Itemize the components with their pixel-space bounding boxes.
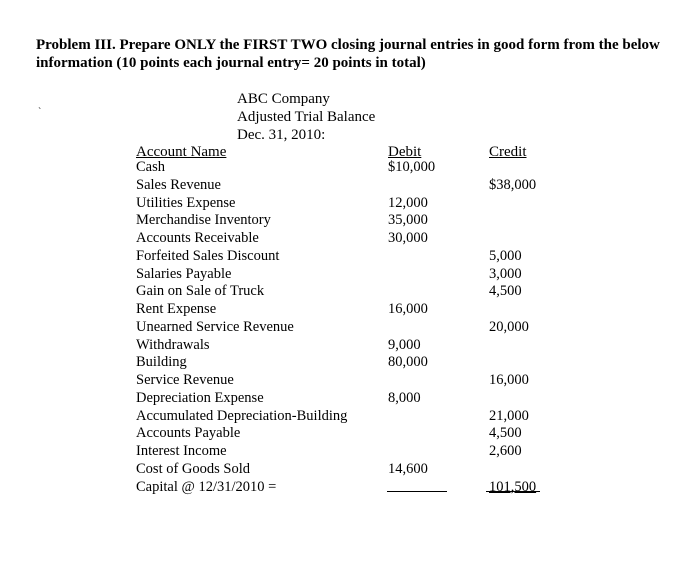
credit-amount: 4,500 bbox=[489, 283, 522, 300]
debit-amount: 12,000 bbox=[388, 194, 428, 211]
credit-amount: $38,000 bbox=[489, 176, 537, 193]
stray-mark: ` bbox=[38, 107, 42, 118]
credit-amount: 20,000 bbox=[489, 318, 529, 335]
account-name: Gain on Sale of Truck bbox=[136, 283, 265, 300]
table-row bbox=[0, 195, 700, 213]
column-header-account-name: Account Name bbox=[136, 144, 227, 160]
table-row bbox=[0, 266, 700, 284]
debit-amount: 16,000 bbox=[388, 301, 428, 317]
account-name: Sales Revenue bbox=[136, 176, 221, 193]
credit-amount: 101,500 bbox=[489, 478, 537, 495]
credit-amount: 4,500 bbox=[489, 425, 522, 442]
table-row bbox=[0, 283, 700, 301]
account-name: Cash bbox=[136, 159, 165, 175]
table-row bbox=[0, 301, 700, 319]
table-row bbox=[0, 319, 700, 337]
trial-balance-rows bbox=[0, 159, 700, 496]
credit-total-rule bbox=[486, 491, 540, 492]
account-name: Accounts Receivable bbox=[136, 230, 259, 246]
debit-total-rule bbox=[387, 491, 447, 492]
account-name: Accumulated Depreciation-Building bbox=[136, 407, 348, 424]
debit-amount: 9,000 bbox=[388, 336, 421, 353]
credit-amount: 16,000 bbox=[489, 372, 529, 388]
account-name: Cost of Goods Sold bbox=[136, 460, 251, 477]
credit-amount: 5,000 bbox=[489, 247, 522, 264]
account-name: Withdrawals bbox=[136, 336, 210, 353]
debit-amount: 30,000 bbox=[388, 230, 428, 246]
account-name: Merchandise Inventory bbox=[136, 212, 271, 229]
account-name: Salaries Payable bbox=[136, 265, 232, 282]
statement-heading bbox=[237, 90, 375, 144]
account-name: Interest Income bbox=[136, 443, 227, 459]
account-name: Rent Expense bbox=[136, 301, 217, 317]
statement-title: Adjusted Trial Balance bbox=[237, 109, 376, 125]
column-header-credit: Credit bbox=[489, 144, 527, 160]
table-row bbox=[0, 248, 700, 266]
account-name: Building bbox=[136, 354, 187, 371]
account-name: Service Revenue bbox=[136, 372, 234, 388]
account-name: Depreciation Expense bbox=[136, 389, 264, 406]
credit-amount: 21,000 bbox=[489, 407, 529, 424]
column-header-debit: Debit bbox=[388, 144, 422, 160]
table-row bbox=[0, 408, 700, 426]
account-name: Utilities Expense bbox=[136, 194, 236, 211]
table-row bbox=[0, 372, 700, 390]
problem-statement: Problem III. Prepare ONLY the FIRST TWO closing journal entries in good form from the below information (10 points each journal entry= 20 points in total) bbox=[36, 37, 660, 71]
statement-date: Dec. 31, 2010: bbox=[237, 127, 326, 143]
account-name: Unearned Service Revenue bbox=[136, 318, 294, 335]
account-name: Accounts Payable bbox=[136, 425, 241, 442]
table-row bbox=[0, 425, 700, 443]
debit-amount: 14,600 bbox=[388, 460, 428, 477]
table-row bbox=[0, 461, 700, 479]
company-name: ABC Company bbox=[237, 91, 330, 107]
table-row bbox=[0, 177, 700, 195]
table-row bbox=[0, 390, 700, 408]
debit-amount: 8,000 bbox=[388, 389, 421, 406]
account-name: Forfeited Sales Discount bbox=[136, 247, 280, 264]
table-row bbox=[0, 479, 700, 497]
credit-amount: 3,000 bbox=[489, 265, 522, 282]
credit-amount: 2,600 bbox=[489, 443, 522, 459]
debit-amount: 80,000 bbox=[388, 354, 428, 371]
table-row bbox=[0, 354, 700, 372]
table-row bbox=[0, 337, 700, 355]
table-row bbox=[0, 443, 700, 461]
debit-amount: $10,000 bbox=[388, 159, 436, 175]
table-row bbox=[0, 159, 700, 177]
table-row bbox=[0, 230, 700, 248]
debit-amount: 35,000 bbox=[388, 212, 428, 229]
table-row bbox=[0, 212, 700, 230]
account-name: Capital @ 12/31/2010 = bbox=[136, 478, 277, 495]
